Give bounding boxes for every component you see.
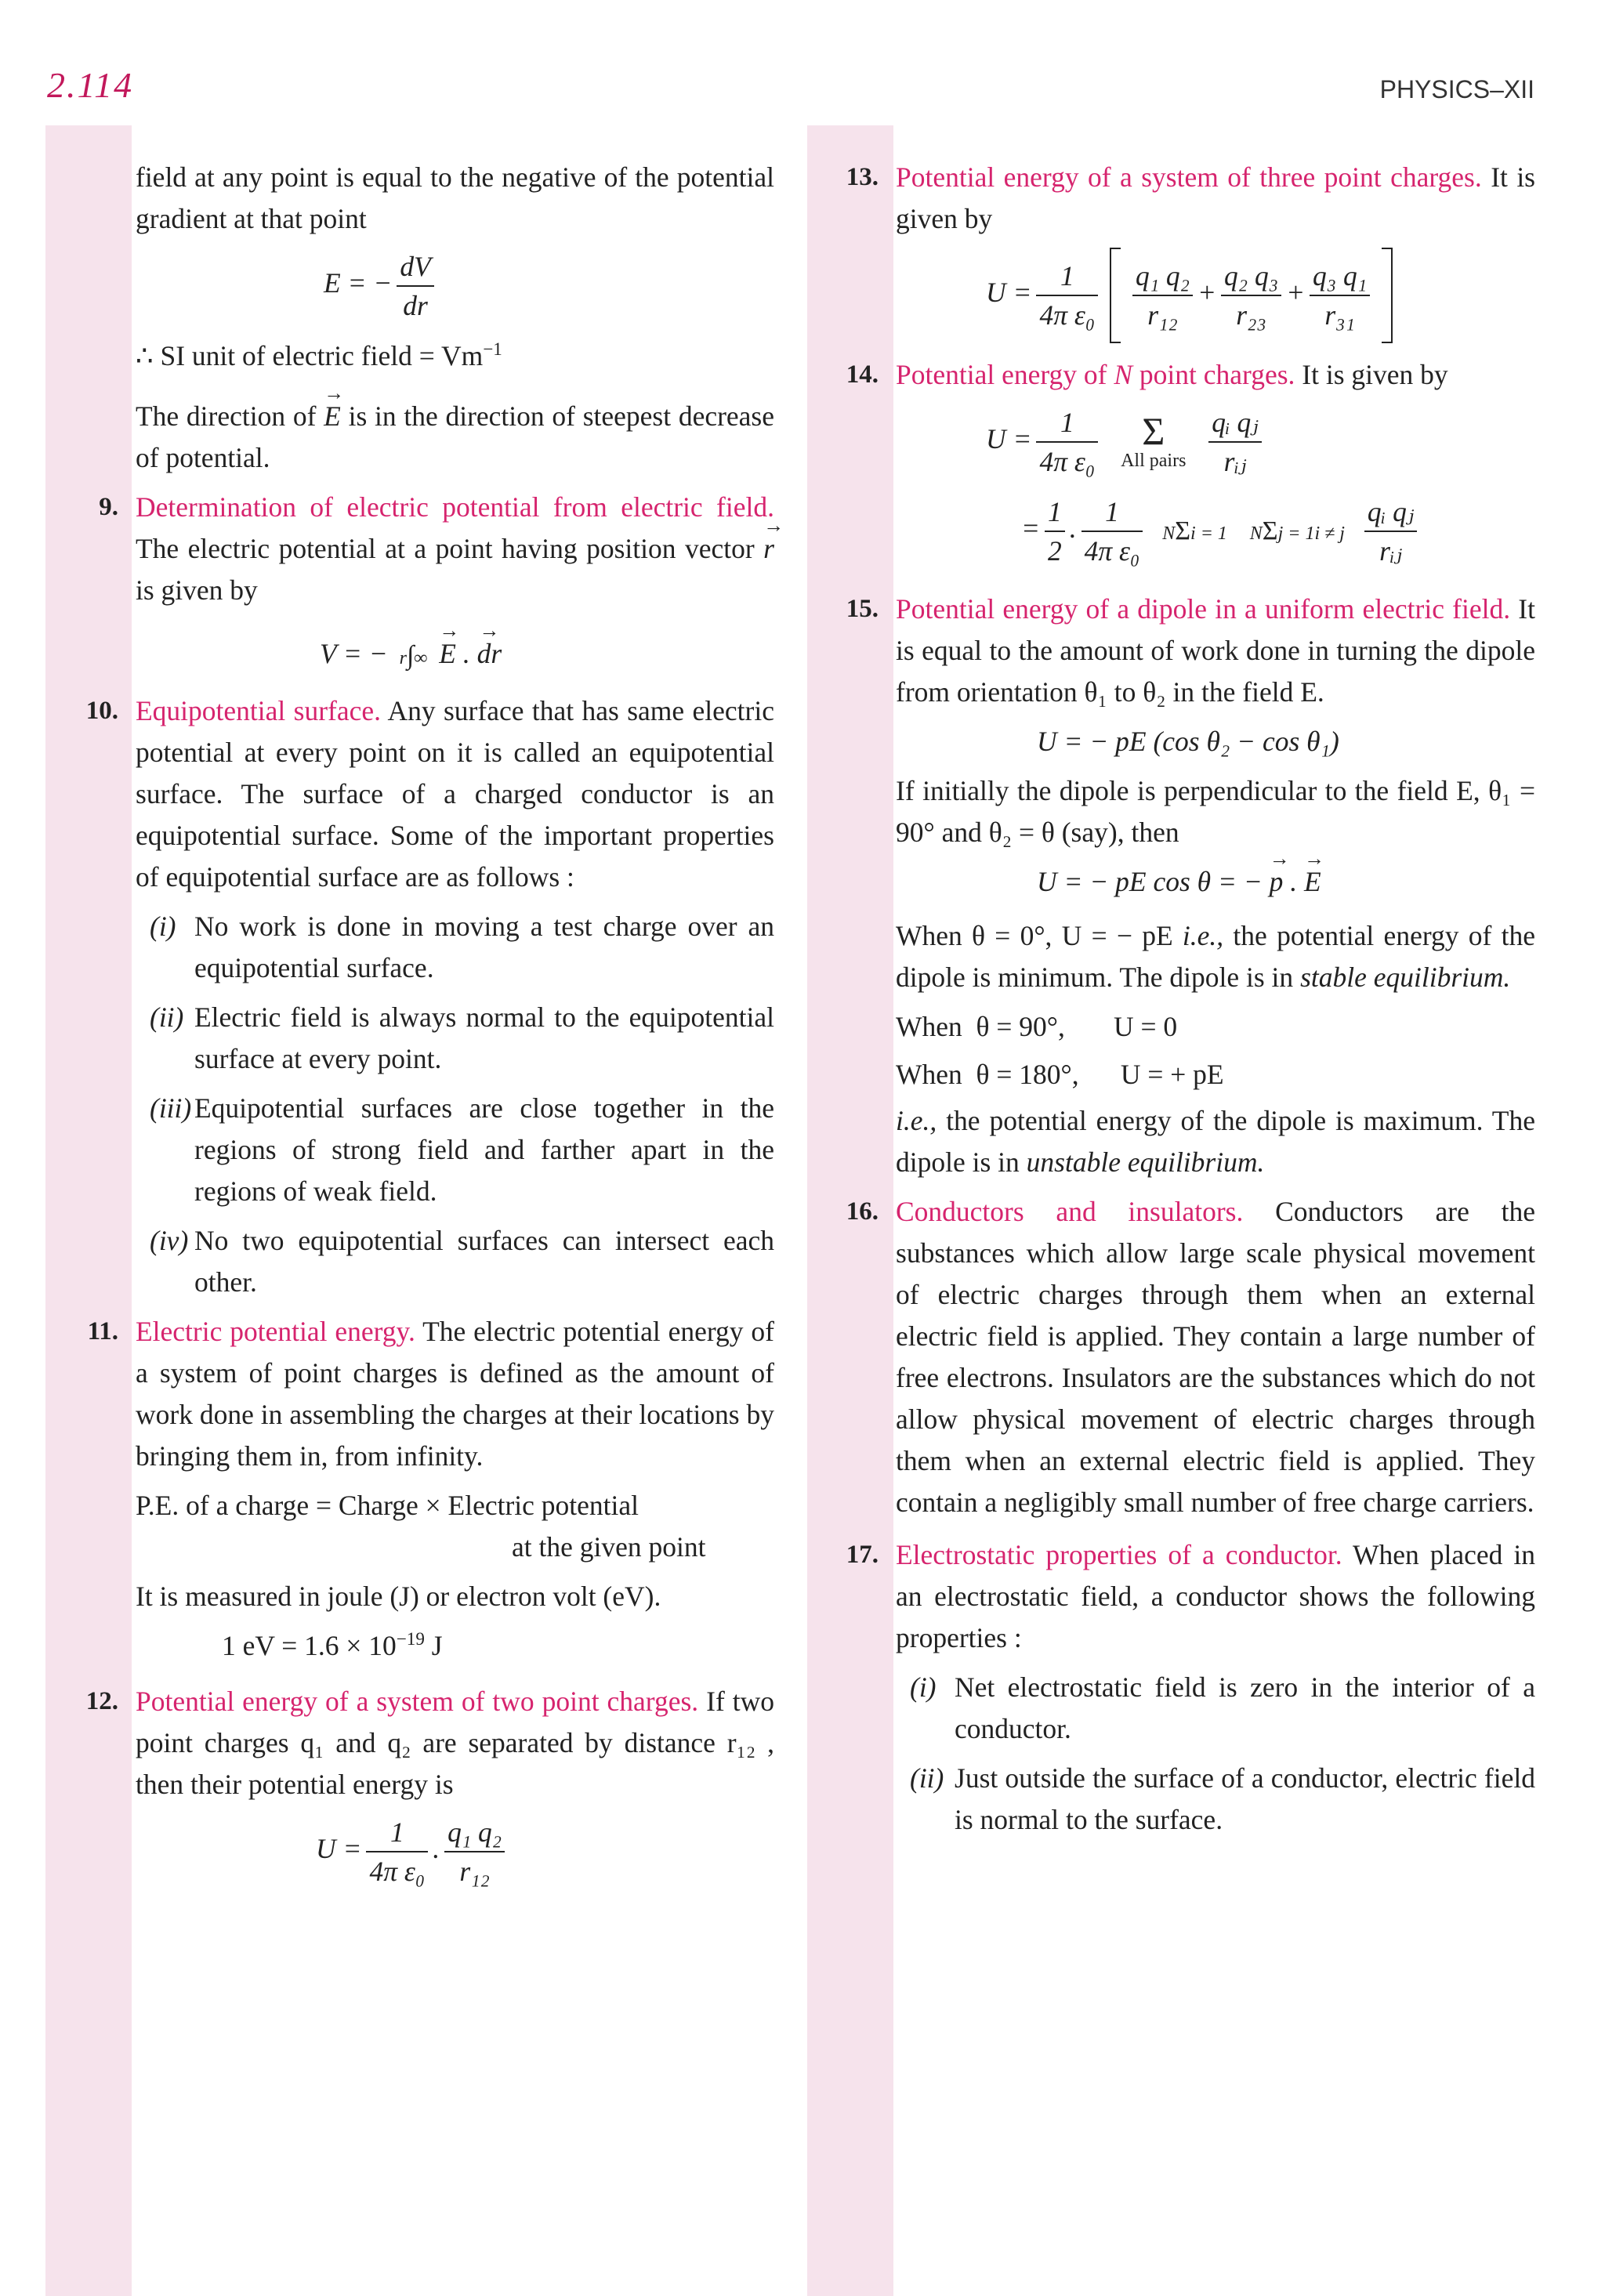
heading-n: N bbox=[1114, 359, 1133, 390]
dot: . bbox=[455, 638, 477, 669]
sub-label: (iii) bbox=[150, 1092, 192, 1124]
unit-line: It is measured in joule (J) or electron volt (eV). bbox=[136, 1581, 661, 1612]
fraction bbox=[1132, 257, 1193, 334]
item-heading: Electrostatic properties of a conductor. bbox=[896, 1539, 1342, 1570]
item-number: 10. bbox=[85, 697, 118, 725]
text: the potential energy of the dipole is maximum. The dipole is in bbox=[896, 1105, 1535, 1178]
item-16-text bbox=[896, 1191, 1535, 1523]
right-column bbox=[846, 157, 1535, 1849]
sub-label: (ii) bbox=[150, 1001, 184, 1033]
eq-lhs: U = bbox=[986, 423, 1032, 455]
condition: i ≠ j bbox=[1314, 523, 1345, 544]
sub-text: Electric field is always normal to the equipotential surface at every point. bbox=[194, 1001, 774, 1074]
dot: . bbox=[1069, 512, 1077, 545]
margin-stripe-left bbox=[45, 125, 132, 2296]
equation-n-charges bbox=[896, 404, 1535, 480]
numerator: 1 bbox=[1081, 493, 1143, 532]
fraction bbox=[1364, 493, 1417, 570]
sub-text: No two equipotential surfaces can intersect each other. bbox=[194, 1225, 774, 1298]
fraction bbox=[1036, 257, 1098, 334]
eq-lhs: U = bbox=[316, 1833, 362, 1865]
item-9-text bbox=[136, 487, 774, 611]
sub-label: (ii) bbox=[910, 1762, 944, 1794]
item-number: 14. bbox=[846, 360, 879, 389]
upper-limit: N bbox=[1249, 523, 1263, 544]
equation-dipole-energy bbox=[896, 861, 1535, 903]
fraction bbox=[1208, 404, 1261, 480]
dot: . bbox=[433, 1833, 440, 1865]
item-heading: Equipotential surface. bbox=[136, 695, 382, 726]
ie: i.e., bbox=[1182, 920, 1224, 951]
item-14 bbox=[846, 354, 1535, 570]
equation-dipole-work: U = − pE (cos θ₂ − cos θ₁) bbox=[1037, 726, 1339, 757]
text: the potential energy of the dipole is minimum. The dipole is in bbox=[896, 920, 1535, 993]
item-text: It is given by bbox=[896, 161, 1535, 234]
left-column bbox=[85, 157, 775, 1890]
item-16 bbox=[846, 1191, 1535, 1523]
ev-exponent: −19 bbox=[396, 1628, 425, 1650]
item-heading: Electric potential energy. bbox=[136, 1316, 415, 1347]
fraction bbox=[1310, 257, 1370, 334]
item-14-text bbox=[896, 354, 1535, 396]
vector-r: → r bbox=[763, 528, 774, 570]
pe-line-2: at the given point bbox=[512, 1531, 706, 1563]
vector-e: → E bbox=[324, 396, 341, 437]
fraction bbox=[444, 1813, 505, 1890]
sum-limit: All pairs bbox=[1121, 451, 1187, 471]
sub-label: (i) bbox=[910, 1671, 937, 1703]
eq-equals: = bbox=[1021, 512, 1040, 545]
denominator: r₁₂ bbox=[1147, 299, 1178, 331]
direction-text-a: The direction of bbox=[136, 400, 324, 432]
item-heading bbox=[896, 359, 1295, 390]
unstable-equilibrium: unstable equilibrium. bbox=[1026, 1146, 1265, 1178]
left-bracket bbox=[1110, 248, 1121, 343]
sub-item bbox=[136, 1220, 774, 1303]
ie: i.e., bbox=[896, 1105, 937, 1136]
item-12 bbox=[85, 1681, 774, 1890]
denominator: 4π ε₀ bbox=[1039, 446, 1096, 477]
equation-three-charges bbox=[896, 248, 1535, 343]
denominator: r₂₃ bbox=[1236, 299, 1266, 331]
sigma: Σ bbox=[1175, 516, 1191, 545]
denominator: 2 bbox=[1047, 535, 1062, 567]
item-11 bbox=[87, 1311, 774, 1667]
item-10-text bbox=[136, 690, 774, 898]
eq-text: U = − pE cos θ = − bbox=[1037, 866, 1270, 897]
numerator: qᵢ qⱼ bbox=[1208, 404, 1261, 443]
fraction bbox=[1081, 493, 1143, 570]
item-15 bbox=[846, 588, 1535, 1183]
item-11-text bbox=[136, 1311, 774, 1477]
item-text: When placed in an electrostatic field, a conductor shows the following properties : bbox=[896, 1539, 1535, 1653]
vector-e: → E bbox=[439, 633, 456, 675]
pe-definition bbox=[136, 1485, 774, 1568]
denominator: 4π ε₀ bbox=[1084, 535, 1140, 567]
si-unit-text: ∴ SI unit of electric field = Vm bbox=[136, 340, 484, 371]
item-heading: Potential energy of a system of two point charges. bbox=[136, 1686, 699, 1717]
sigma: Σ bbox=[1262, 516, 1278, 545]
summation-i bbox=[1162, 516, 1227, 545]
item-text-end: is given by bbox=[136, 574, 258, 606]
numerator: 1 bbox=[1036, 257, 1098, 296]
vector-e: → E bbox=[1304, 861, 1321, 903]
item-heading: Potential energy of a dipole in a uniform electric field. bbox=[896, 593, 1511, 625]
sub-text: Just outside the surface of a conductor, electric field is normal to the surface. bbox=[955, 1762, 1535, 1835]
item-heading: Conductors and insulators. bbox=[896, 1196, 1244, 1227]
lower-limit: ∞ bbox=[414, 648, 428, 669]
numerator: 1 bbox=[1045, 493, 1065, 532]
item-17 bbox=[846, 1534, 1535, 1841]
heading-part: point charges. bbox=[1132, 359, 1295, 390]
perpendicular-paragraph: If initially the dipole is perpendicular to the field E, θ₁ = 90° and θ₂ = θ (say), then bbox=[896, 775, 1535, 848]
item-heading: Potential energy of a system of three point charges. bbox=[896, 161, 1482, 193]
numerator: q₁ q₂ bbox=[1132, 257, 1193, 296]
item-text: It is equal to the amount of work done in turning the dipole from orientation θ₁ to θ₂ in the field E. bbox=[896, 593, 1535, 708]
summation-j bbox=[1249, 516, 1345, 545]
ev-text: 1 eV = 1.6 × 10 bbox=[222, 1630, 397, 1661]
maximum-paragraph bbox=[896, 1100, 1535, 1183]
denominator: rᵢⱼ bbox=[1223, 446, 1247, 477]
denominator: rᵢⱼ bbox=[1379, 535, 1402, 567]
si-unit-line bbox=[136, 335, 774, 377]
vector-dr: → dr bbox=[477, 633, 502, 675]
text: When θ = 0°, U = − pE bbox=[896, 920, 1183, 951]
item-text: Conductors are the substances which allow large scale physical movement of electric charges through them when an external electric field is applied. They contain a large number of free electrons. Insulators are the substances which do not allow physical movement of electric charges through them when an external electric field is applied. They contain a negligibly small number of free charge carriers. bbox=[896, 1196, 1535, 1518]
numerator: q₂ q₃ bbox=[1221, 257, 1281, 296]
numerator: q₁ q₂ bbox=[444, 1813, 505, 1852]
lower-limit: j = 1 bbox=[1277, 523, 1315, 544]
fraction bbox=[366, 1813, 428, 1890]
item-text: The electric potential at a point having position vector bbox=[136, 533, 764, 564]
direction-paragraph bbox=[136, 396, 774, 479]
numerator: q₃ q₁ bbox=[1310, 257, 1370, 296]
si-unit-exponent: −1 bbox=[483, 339, 502, 360]
item-12-text bbox=[136, 1681, 774, 1805]
sub-label: (iv) bbox=[150, 1225, 189, 1256]
plus: + bbox=[1286, 277, 1306, 309]
item-10 bbox=[85, 690, 774, 1303]
numerator: dV bbox=[397, 248, 433, 287]
sub-item bbox=[136, 906, 774, 989]
equation-two-charges bbox=[136, 1813, 774, 1890]
denominator: dr bbox=[403, 290, 428, 321]
item-text: If two point charges q₁ and q₂ are separated by distance r₁₂ , then their potential energy is bbox=[136, 1686, 774, 1800]
direction-text-b: is in the direction of steepest decrease of potential. bbox=[136, 400, 775, 473]
page-number: 2.114 bbox=[47, 65, 134, 105]
summation bbox=[1121, 409, 1187, 472]
denominator: 4π ε₀ bbox=[1039, 299, 1096, 331]
item-number: 17. bbox=[846, 1541, 879, 1569]
when-90-line: When θ = 90°, U = 0 bbox=[896, 1011, 1178, 1042]
stable-equilibrium: stable equilibrium. bbox=[1300, 961, 1511, 993]
sub-item bbox=[136, 1088, 774, 1212]
lower-limit: i = 1 bbox=[1190, 523, 1227, 544]
sub-label: (i) bbox=[150, 911, 176, 942]
dot: . bbox=[1283, 866, 1305, 897]
sub-text: No work is done in moving a test charge over an equipotential surface. bbox=[194, 911, 774, 983]
item-number: 12. bbox=[85, 1687, 118, 1715]
eq-lhs: U = bbox=[986, 277, 1032, 309]
vector-p: → p bbox=[1270, 861, 1284, 903]
eq-lhs: E = − bbox=[324, 267, 393, 299]
fraction bbox=[1045, 493, 1065, 570]
item-17-text bbox=[896, 1534, 1535, 1659]
upper-limit: r bbox=[399, 648, 407, 669]
eq-lhs: V = − bbox=[320, 638, 388, 669]
numerator: qᵢ qⱼ bbox=[1364, 493, 1417, 532]
ev-equation bbox=[136, 1625, 774, 1667]
sigma: Σ bbox=[1142, 409, 1165, 453]
sub-text: Equipotential surfaces are close together in the regions of strong field and farther apart in the regions of weak field. bbox=[194, 1092, 774, 1207]
item-number: 15. bbox=[846, 595, 879, 623]
pe-line-1: P.E. of a charge = Charge × Electric potential bbox=[136, 1490, 639, 1521]
integral bbox=[400, 643, 428, 669]
fraction bbox=[1221, 257, 1281, 334]
item-9 bbox=[99, 487, 774, 675]
denominator: r₃₁ bbox=[1324, 299, 1355, 331]
sub-item bbox=[896, 1758, 1535, 1841]
running-head: PHYSICS–XII bbox=[1379, 75, 1534, 103]
plus: + bbox=[1197, 277, 1216, 309]
right-bracket bbox=[1382, 248, 1393, 343]
upper-limit: N bbox=[1162, 523, 1176, 544]
denominator: 4π ε₀ bbox=[369, 1856, 426, 1887]
fraction bbox=[1036, 404, 1098, 480]
item-number: 13. bbox=[846, 163, 879, 191]
numerator: 1 bbox=[366, 1813, 428, 1852]
sub-item bbox=[896, 1667, 1535, 1750]
heading-part: Potential energy of bbox=[896, 359, 1114, 390]
fraction bbox=[397, 248, 433, 324]
item-heading: Determination of electric potential from electric field. bbox=[136, 491, 774, 523]
item-text: It is given by bbox=[1295, 359, 1448, 390]
item-13-text bbox=[896, 157, 1535, 240]
denominator: r₁₂ bbox=[459, 1856, 490, 1887]
when-zero-paragraph bbox=[896, 915, 1535, 998]
equation-potential-integral bbox=[136, 633, 774, 675]
item-number: 9. bbox=[99, 493, 118, 521]
sub-item bbox=[136, 997, 774, 1080]
item-text: Any surface that has same electric potential at every point on it is called an equipotential surface. The surface of a charged conductor is an equipotential surface. Some of the important properties of equipotential surface are as follows : bbox=[136, 695, 774, 893]
equation-n-charges-double-sum bbox=[896, 493, 1535, 570]
item-number: 16. bbox=[846, 1197, 879, 1226]
numerator: 1 bbox=[1036, 404, 1098, 443]
intro-paragraph: field at any point is equal to the negative of the potential gradient at that point bbox=[136, 161, 774, 234]
integral-sign: ∫ bbox=[406, 641, 415, 671]
sub-text: Net electrostatic field is zero in the interior of a conductor. bbox=[955, 1671, 1535, 1744]
equation-field-gradient bbox=[136, 248, 774, 324]
item-15-text bbox=[896, 588, 1535, 713]
item-text: The electric potential energy of a system of point charges is defined as the amount of work done in assembling the charges at their locations by bringing them in, from infinity. bbox=[136, 1316, 774, 1472]
item-number: 11. bbox=[87, 1317, 118, 1345]
ev-unit: J bbox=[424, 1630, 443, 1661]
when-180-line: When θ = 180°, U = + pE bbox=[896, 1059, 1224, 1090]
item-13 bbox=[846, 157, 1535, 343]
